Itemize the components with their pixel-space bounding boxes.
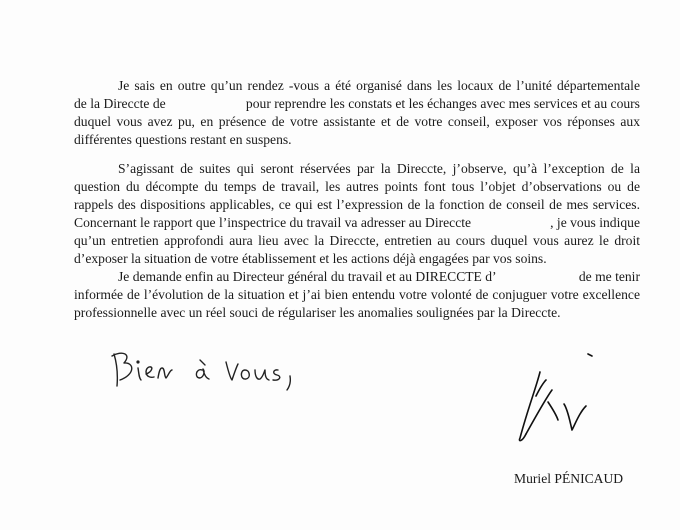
- text-fragment: , je vous indique: [550, 215, 640, 230]
- text-line: différentes questions restant en suspens.: [74, 132, 292, 147]
- text-line: professionnelle avec un réel souci de régulariser les anomalies soulignées par la Direccte.: [74, 305, 561, 320]
- signature: [506, 350, 616, 450]
- text-fragment: de la Direccte de: [74, 96, 166, 111]
- text-line: S’agissant de suites qui seront réservées par la Direccte, j’observe, qu’à l’exception de la: [118, 161, 640, 176]
- text-fragment: pour reprendre les constats et les échanges avec mes services et au cours: [245, 96, 640, 111]
- paragraph-meeting: [74, 77, 640, 149]
- redacted-gap: [186, 95, 226, 113]
- text-fragment: de me tenir: [578, 269, 640, 284]
- text-line: [74, 214, 640, 232]
- text-line: [74, 95, 640, 113]
- text-line: question du décompte du temps de travail, les autres points font tous l’objet d’observations ou de: [74, 179, 640, 194]
- text-fragment: Je demande enfin au Directeur général du travail et au DIRECCTE d’: [118, 269, 497, 284]
- text-line: d’exposer la situation de votre établissement et les actions déjà engagées par vos soins.: [74, 251, 547, 266]
- paragraph-follow-up: [74, 160, 640, 268]
- text-line: duquel vous avez pu, en présence de votre assistante et de votre conseil, exposer vos réponses aux: [74, 114, 640, 129]
- paragraph-request: [74, 268, 640, 322]
- text-line: rappels des dispositions applicables, ce qui est l’expression de la fonction de conseil de mes services.: [74, 197, 640, 212]
- signer-name: Muriel PÉNICAUD: [514, 471, 624, 486]
- text-line: Je sais en outre qu’un rendez -vous a été organisé dans les locaux de l’unité départementale: [118, 78, 640, 93]
- handwritten-closing: [108, 346, 308, 396]
- redacted-gap: [486, 214, 536, 232]
- redacted-gap: [518, 268, 558, 286]
- text-line: qu’un entretien approfondi aura lieu avec la Direccte, entretien au cours duquel vous aurez le droit: [74, 233, 640, 248]
- text-line: informée de l’évolution de la situation et j’ai bien entendu votre volonté de conjuguer votre excellence: [74, 287, 640, 302]
- text-line: [74, 268, 640, 286]
- text-fragment: Concernant le rapport que l’inspectrice du travail va adresser au Direccte: [74, 215, 472, 230]
